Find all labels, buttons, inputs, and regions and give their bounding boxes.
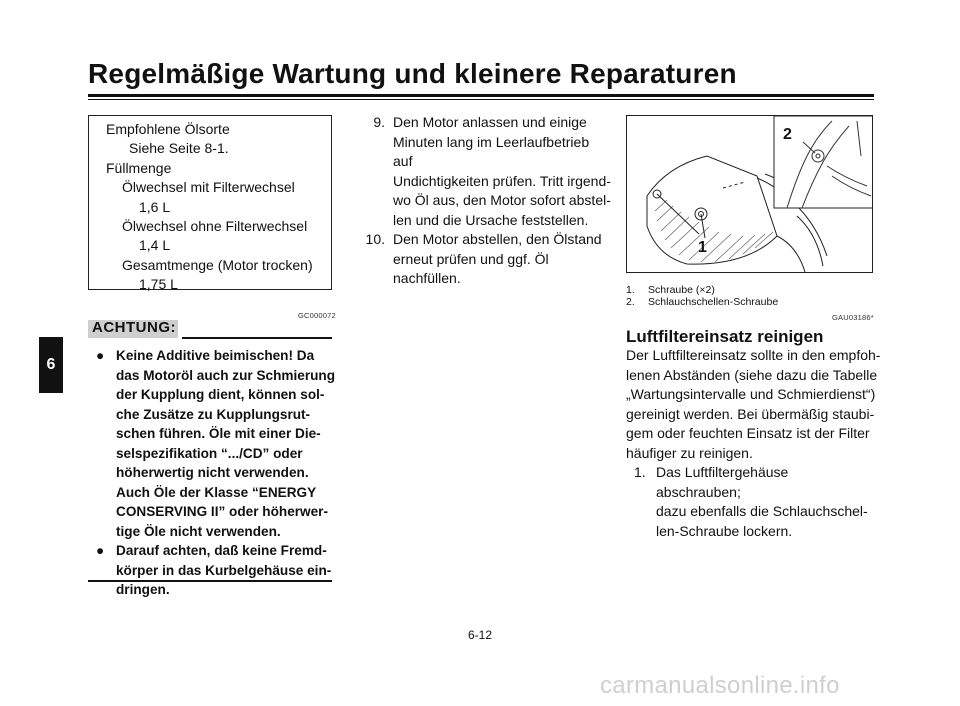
caption-text: Schraube (×2) <box>648 284 715 296</box>
caution-line: Keine Additive beimischen! Da <box>116 348 315 363</box>
spec-line: Empfohlene Ölsorte <box>106 121 230 137</box>
figure-caption <box>626 284 778 308</box>
caution-line: Darauf achten, daß keine Fremd- <box>116 543 327 558</box>
spec-line: Füllmenge <box>106 159 172 176</box>
section-title: Luftfiltereinsatz reinigen <box>626 327 824 346</box>
caution-line: körper in das Kurbelgehäuse ein- <box>116 562 332 578</box>
caution-rule <box>182 337 332 339</box>
caption-number: 1. <box>626 284 635 296</box>
paragraph-line: gem oder feuchten Einsatz ist der Filter <box>626 425 870 441</box>
step-line: Undichtigkeiten prüfen. Tritt irgend- <box>393 172 611 189</box>
caution-line: CONSERVING II” oder höherwer- <box>116 504 328 519</box>
section-step <box>634 463 876 541</box>
step-line: Minuten lang im Leerlaufbetrieb auf <box>393 133 590 169</box>
paragraph-line: „Wartungsintervalle und Schmierdienst“) <box>626 386 876 402</box>
step-line: len-Schraube lockern. <box>656 522 793 539</box>
step-number: 1. <box>634 464 646 480</box>
caution-line: das Motoröl auch zur Schmierung <box>116 367 336 383</box>
step-number: 10. <box>365 231 385 247</box>
section-code: GAU03186* <box>832 313 874 322</box>
caution-item <box>96 541 336 600</box>
caution-label: ACHTUNG: <box>92 319 176 336</box>
step-item <box>352 113 612 230</box>
caution-line: der Kupplung dient, können sol- <box>116 387 325 402</box>
title-rule-thick <box>88 94 874 97</box>
air-filter-illustration <box>627 116 873 273</box>
section-paragraph <box>626 346 881 463</box>
step-number: 9. <box>373 114 385 130</box>
caption-text: Schlauchschellen-Schraube <box>648 296 779 308</box>
paragraph-line: gereinigt werden. Bei übermäßig staubi- <box>626 405 875 422</box>
spec-line: 1,4 L <box>139 237 171 254</box>
callout-2: 2 <box>783 126 792 143</box>
spec-line: Ölwechsel ohne Filterwechsel <box>122 218 308 235</box>
caution-bottom-rule <box>88 580 332 582</box>
spec-line: 1,75 L <box>139 276 178 293</box>
step-line: wo Öl aus, den Motor sofort abstel- <box>393 192 611 208</box>
caution-item <box>96 346 336 541</box>
chapter-tab: 6 <box>39 337 63 393</box>
paragraph-line: Der Luftfiltereinsatz sollte in den empfoh- <box>626 347 881 363</box>
caution-line: Auch Öle der Klasse “ENERGY <box>116 484 317 500</box>
caution-line: schen führen. Öle mit einer Die- <box>116 426 321 441</box>
caution-list <box>96 346 336 600</box>
caption-number: 2. <box>626 296 635 308</box>
callout-1: 1 <box>698 239 707 256</box>
caution-line: selspezifikation “.../CD” oder <box>116 445 303 461</box>
step-line: len und die Ursache feststellen. <box>393 211 589 228</box>
bullet-icon: ● <box>96 348 105 363</box>
step-item <box>352 230 612 289</box>
caution-line: höherwertig nicht verwenden. <box>116 465 309 480</box>
caption-row <box>626 284 778 296</box>
bullet-icon: ● <box>96 543 105 558</box>
spec-line: Gesamtmenge (Motor trocken) <box>122 256 313 273</box>
air-filter-figure <box>626 115 873 273</box>
section-body <box>626 346 881 541</box>
caution-line: tige Öle nicht verwenden. <box>116 523 281 539</box>
title-rule-thin <box>88 99 874 100</box>
step-line: Den Motor abstellen, den Ölstand <box>393 231 602 247</box>
page-number: 6-12 <box>467 628 493 642</box>
spec-line: Ölwechsel mit Filterwechsel <box>122 179 295 196</box>
page-title: Regelmäßige Wartung und kleinere Reparaturen <box>88 58 737 89</box>
oil-steps <box>352 113 612 289</box>
paragraph-line: lenen Abständen (siehe dazu die Tabelle <box>626 366 878 383</box>
paragraph-line: häufiger zu reinigen. <box>626 444 753 461</box>
step-line: erneut prüfen und ggf. Öl nachfüllen. <box>393 250 549 286</box>
step-line: Das Luftfiltergehäuse abschrauben; <box>656 464 789 500</box>
caution-line: che Zusätze zu Kupplungsrut- <box>116 406 311 422</box>
spec-line: 1,6 L <box>139 198 171 215</box>
step-line: dazu ebenfalls die Schlauchschel- <box>656 503 868 519</box>
caution-code: GC000072 <box>298 311 336 320</box>
spec-line: Siehe Seite 8-1. <box>129 140 229 157</box>
caution-line: dringen. <box>116 582 170 597</box>
step-line: Den Motor anlassen und einige <box>393 114 587 130</box>
oil-spec-box <box>88 115 332 293</box>
caption-row <box>626 296 778 308</box>
watermark: carmanualsonline.info <box>600 672 840 699</box>
